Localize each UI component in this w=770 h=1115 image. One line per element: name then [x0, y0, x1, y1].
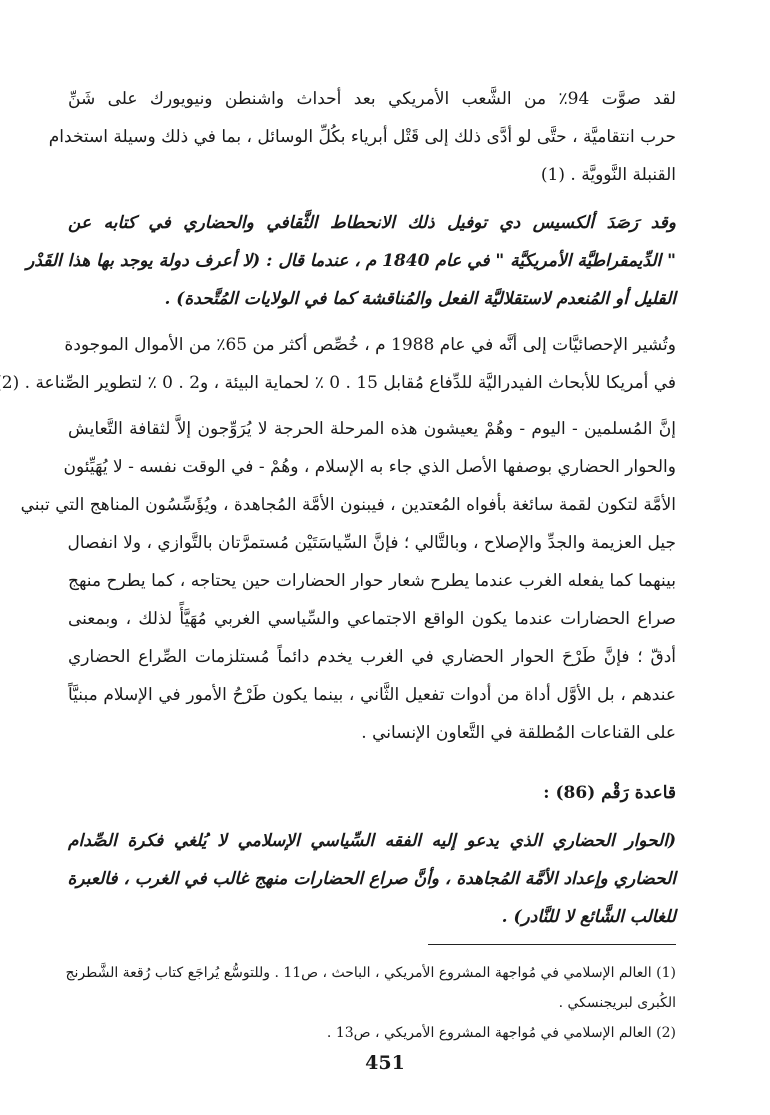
text-line: أدقّ ؛ فإنَّ طَرْحَ الحوار الحضاري في الغرب يخدم دائماً مُستلزمات الصِّراع الحضاري	[68, 647, 676, 667]
text-line: الأمَّة لتكون لقمة سائغة بأفواه المُعتدين ، فيبنون الأمَّة المُجاهدة ، ويُؤَسِّسُون المناهج التي تبني	[20, 495, 676, 515]
footnote-1: (1) العالم الإسلامي في مُواجهة المشروع الأمريكي ، الباحث ، ص11 . وللتوسُّع يُراجَع كتاب رُقعة الشَّطرنج	[65, 965, 676, 981]
text-line: القليل أو المُنعدم لاستقلاليَّة الفعل والمُناقشة كما في الولايات المُتَّحدة) .	[164, 289, 676, 309]
text-line: صراع الحضارات عندما يكون الواقع الاجتماعي والسِّياسي الغربي مُهَيَّأً لذلك ، وبمعنى	[68, 609, 676, 629]
text-line: (الحوار الحضاري الذي يدعو إليه الفقه السِّياسي الإسلامي لا يُلغي فكرة الصِّدام	[68, 831, 676, 851]
footnote-2: (2) العالم الإسلامي في مُواجهة المشروع الأمريكي ، ص13 .	[326, 1025, 676, 1041]
text-line: " الدِّيمقراطيَّة الأمريكيَّة " في عام 1840 م ، عندما قال : (لا أعرف دولة يوجد بها هذا القَدْر	[26, 251, 676, 271]
text-line: لقد صوَّت 94٪ من الشَّعب الأمريكي بعد أحداث واشنطن ونيويورك على شَنِّ	[68, 89, 676, 109]
text-line: في أمريكا للأبحاث الفيدراليَّة للدِّفاع مُقابل 15 . 0 ٪ لحماية البيئة ، و2 . 0 ٪ لتطوير الصِّناعة . (2	[1, 373, 676, 393]
text-line: بينهما كما يفعله الغرب عندما يطرح شعار حوار الحضارات حين يحتاجه ، كما يطرح منهج	[68, 571, 676, 591]
text-line: إنَّ المُسلمين - اليوم - وهُمْ يعيشون هذه المرحلة الحرجة لا يُرَوِّجون إلاَّ لثقافة التَّعايش	[68, 419, 676, 439]
footnotes	[65, 958, 676, 1048]
text-line: القنبلة النَّوويَّة . (1)	[540, 165, 676, 185]
text-line: جيل العزيمة والجدِّ والإصلاح ، وبالتَّالي ؛ فإنَّ السِّياسَتَيْن مُستمرَّتان بالتَّوازي ، ولا انفصال	[67, 533, 676, 553]
paragraph-4	[20, 410, 676, 752]
text-line: الحضاري وإعداد الأمَّة المُجاهدة ، وأنَّ صراع الحضارات منهج غالب في الغرب ، فالعبرة	[67, 869, 676, 889]
text-line: وقد رَصَدَ ألكسيس دي توفيل ذلك الانحطاط الثَّقافي والحضاري في كتابه عن	[68, 213, 676, 233]
rule-heading-block	[68, 774, 676, 812]
text-line: وتُشير الإحصائيَّات إلى أنَّه في عام 1988 م ، خُصِّص أكثر من 65٪ من الأموال الموجودة	[64, 335, 676, 355]
page-number: 451	[365, 1052, 405, 1074]
rule-text	[68, 822, 676, 936]
text-line: حرب انتقاميَّة ، حتَّى لو أدَّى ذلك إلى قَتْل أبرياء بكُلِّ الوسائل ، بما في ذلك وسيلة استخدام	[48, 127, 676, 147]
text-line: على القناعات المُطلقة في التَّعاون الإنساني .	[361, 723, 676, 743]
text-line: للغالب الشَّائع لا للنَّادر) .	[501, 907, 676, 927]
rule-heading: قاعدة رَقْم (86) :	[543, 783, 676, 803]
text-line: والحوار الحضاري بوصفها الأصل الذي جاء به الإسلام ، وهُمْ - في الوقت نفسه - لا يُهَيِّئون	[63, 457, 676, 477]
paragraph-3	[1, 326, 676, 402]
footnote-divider	[428, 944, 676, 945]
text-line: عندهم ، بل الأوَّل أداة من أدوات تفعيل الثَّاني ، بينما يكون طَرْحُ الأمور في الإسلام مبنيَّاً	[68, 685, 676, 705]
paragraph-1	[48, 80, 676, 194]
paragraph-2-quote	[26, 204, 676, 318]
footnote-1-continued: الكُبرى لبريجنسكي .	[558, 995, 676, 1011]
